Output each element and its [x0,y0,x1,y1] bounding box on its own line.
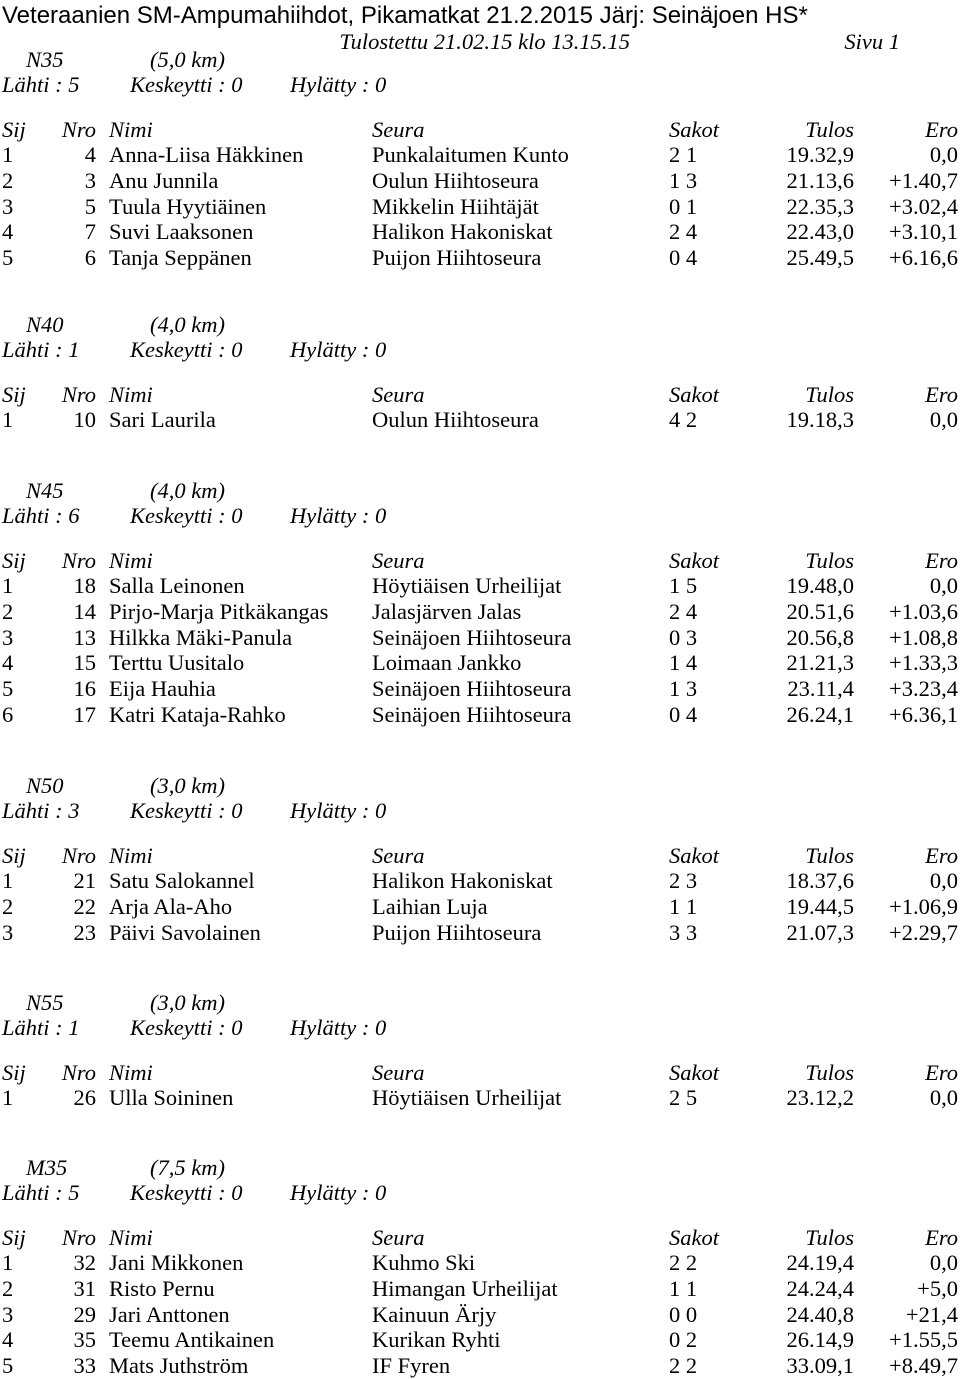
title-line [0,3,960,29]
dnf-count: Keskeytti : 0 [130,503,243,528]
class-distance: (4,0 km) [150,478,225,503]
cell-tulos: 23.11,4 [787,676,854,702]
column-header-ero: Ero [925,382,958,407]
cell-nro: 29 [73,1301,96,1327]
cell-sij: 1 [2,142,14,167]
cell-nimi: Terttu Uusitalo [109,650,245,676]
cell-sij: 2 [2,893,14,919]
class-distance: (4,0 km) [150,312,225,337]
column-header-ero: Ero [925,548,958,573]
cell-sakot: 1 4 [669,650,698,676]
cell-ero: +6.16,6 [889,245,958,271]
cell-ero: +1.08,8 [889,624,958,650]
cell-sakot: 2 4 [669,598,698,624]
cell-seura: Puijon Hiihtoseura [372,245,542,271]
cell-nro: 35 [73,1327,96,1353]
cell-ero: 0,0 [929,868,958,893]
result-row [0,573,960,599]
dsq-count: Hylätty : 0 [290,337,387,362]
cell-nimi: Päivi Savolainen [109,919,261,945]
cell-seura: Halikon Hakoniskat [372,219,553,245]
cell-seura: Mikkelin Hiihtäjät [372,193,539,219]
class-name: N55 [26,990,64,1015]
cell-sij: 4 [2,219,14,245]
column-header-ero: Ero [925,117,958,142]
class-heading-m35 [0,1155,960,1181]
cell-ero: +1.06,9 [889,893,958,919]
column-header-sakot: Sakot [669,382,719,407]
cell-nro: 6 [84,245,96,271]
cell-ero: +21,4 [905,1301,958,1327]
result-row [0,868,960,894]
cell-sij: 3 [2,624,14,650]
cell-tulos: 24.24,4 [786,1275,854,1301]
cell-seura: Oulun Hiihtoseura [372,407,539,432]
starters-count: Lähti : 5 [2,1180,80,1205]
cell-sakot: 1 1 [669,893,698,919]
cell-nimi: Anna-Liisa Häkkinen [109,142,304,167]
cell-tulos: 22.43,0 [786,219,854,245]
class-stats-n40 [0,337,960,363]
cell-tulos: 26.14,9 [786,1327,854,1353]
column-header-nimi: Nimi [109,1225,153,1250]
cell-sakot: 2 2 [669,1250,698,1275]
cell-seura: IF Fyren [372,1353,451,1379]
column-header-nro: Nro [61,1060,96,1085]
starters-count: Lähti : 3 [2,798,80,823]
starters-count: Lähti : 5 [2,72,80,97]
cell-nro: 3 [84,167,96,193]
cell-ero: +1.40,7 [889,167,958,193]
cell-sij: 5 [2,1353,14,1379]
column-header-sij: Sij [2,382,26,407]
class-name: N50 [26,773,64,798]
cell-nimi: Jari Anttonen [109,1301,230,1327]
result-row [0,407,960,433]
column-header-sij: Sij [2,1060,26,1085]
column-header-nro: Nro [61,117,96,142]
cell-sij: 1 [2,407,14,432]
cell-tulos: 19.44,5 [786,893,854,919]
result-row [0,676,960,702]
column-header-tulos: Tulos [805,117,854,142]
cell-nro: 18 [73,573,96,598]
cell-seura: Oulun Hiihtoseura [372,167,539,193]
cell-tulos: 24.19,4 [786,1250,854,1275]
column-header-sakot: Sakot [669,843,719,868]
dsq-count: Hylätty : 0 [290,1015,387,1040]
column-header-sakot: Sakot [669,1225,719,1250]
class-heading-n45 [0,478,960,504]
cell-sakot: 0 0 [669,1301,698,1327]
cell-sij: 3 [2,1301,14,1327]
class-heading-n50 [0,773,960,799]
column-header-nimi: Nimi [109,548,153,573]
result-row [0,168,960,194]
cell-sakot: 0 1 [669,193,698,219]
cell-sakot: 1 3 [669,676,698,702]
column-header-nimi: Nimi [109,382,153,407]
cell-seura: Kainuun Ärjy [372,1301,497,1327]
cell-sij: 1 [2,1085,14,1110]
result-row [0,1250,960,1276]
cell-nro: 21 [73,868,96,893]
class-distance: (3,0 km) [150,990,225,1015]
cell-sakot: 2 2 [669,1353,698,1379]
cell-tulos: 21.13,6 [786,167,854,193]
cell-sakot: 0 4 [669,245,698,271]
cell-sakot: 0 3 [669,624,698,650]
cell-ero: +8.49,7 [889,1353,958,1379]
cell-ero: 0,0 [929,407,958,432]
cell-nimi: Arja Ala-Aho [109,893,233,919]
class-name: M35 [26,1155,68,1180]
cell-seura: Kuhmo Ski [372,1250,476,1275]
result-row [0,194,960,220]
cell-sakot: 2 4 [669,219,698,245]
column-header-seura: Seura [372,117,425,142]
cell-ero: +1.55,5 [889,1327,958,1353]
cell-ero: +1.33,3 [889,650,958,676]
column-header-sij: Sij [2,843,26,868]
column-header-sakot: Sakot [669,117,719,142]
cell-nimi: Suvi Laaksonen [109,219,254,245]
cell-sij: 2 [2,1275,14,1301]
column-header-row [0,1225,960,1251]
cell-ero: +3.02,4 [889,193,958,219]
result-row [0,625,960,651]
cell-nro: 4 [84,142,96,167]
cell-seura: Laihian Luja [372,893,488,919]
starters-count: Lähti : 1 [2,337,80,362]
cell-sij: 1 [2,1250,14,1275]
cell-tulos: 21.21,3 [786,650,854,676]
cell-sij: 2 [2,167,14,193]
result-row [0,1327,960,1353]
cell-nro: 10 [73,407,96,432]
column-header-nimi: Nimi [109,1060,153,1085]
cell-nimi: Anu Junnila [109,167,219,193]
cell-ero: +2.29,7 [889,919,958,945]
column-header-ero: Ero [925,843,958,868]
cell-sakot: 4 2 [669,407,698,432]
cell-sij: 5 [2,245,14,271]
cell-sakot: 2 3 [669,868,698,893]
class-heading-n35 [0,47,960,73]
class-name: N40 [26,312,64,337]
cell-nro: 17 [73,702,96,727]
cell-tulos: 19.32,9 [786,142,854,167]
column-header-sij: Sij [2,548,26,573]
page-number: Sivu 1 [844,29,900,54]
column-header-tulos: Tulos [805,1060,854,1085]
column-header-tulos: Tulos [805,382,854,407]
column-header-tulos: Tulos [805,843,854,868]
class-stats-n50 [0,798,960,824]
cell-sakot: 1 3 [669,167,698,193]
cell-sij: 3 [2,193,14,219]
column-header-ero: Ero [925,1225,958,1250]
cell-nro: 22 [73,893,96,919]
column-header-row [0,843,960,869]
cell-sakot: 0 2 [669,1327,698,1353]
column-header-seura: Seura [372,382,425,407]
cell-nimi: Eija Hauhia [109,676,216,702]
dsq-count: Hylätty : 0 [290,72,387,97]
column-header-sij: Sij [2,1225,26,1250]
column-header-sakot: Sakot [669,1060,719,1085]
cell-nimi: Sari Laurila [109,407,216,432]
column-header-nro: Nro [61,382,96,407]
class-heading-n55 [0,990,960,1016]
result-row [0,702,960,728]
cell-tulos: 19.48,0 [786,573,854,598]
cell-nro: 31 [73,1275,96,1301]
cell-ero: +1.03,6 [889,598,958,624]
cell-sakot: 2 1 [669,142,698,167]
cell-ero: +6.36,1 [889,702,958,727]
cell-nro: 13 [73,624,96,650]
cell-nro: 5 [84,193,96,219]
cell-seura: Höytiäisen Urheilijat [372,573,562,598]
cell-ero: +5,0 [917,1275,958,1301]
cell-ero: +3.23,4 [889,676,958,702]
cell-sakot: 0 4 [669,702,698,727]
dnf-count: Keskeytti : 0 [130,72,243,97]
column-header-tulos: Tulos [805,1225,854,1250]
class-name: N45 [26,478,64,503]
dsq-count: Hylätty : 0 [290,503,387,528]
cell-seura: Himangan Urheilijat [372,1275,558,1301]
class-heading-n40 [0,312,960,338]
cell-nro: 32 [73,1250,96,1275]
cell-seura: Kurikan Ryhti [372,1327,501,1353]
cell-sij: 5 [2,676,14,702]
cell-sakot: 1 1 [669,1275,698,1301]
class-stats-m35 [0,1180,960,1206]
cell-sij: 4 [2,1327,14,1353]
column-header-seura: Seura [372,548,425,573]
document-title: Veteraanien SM-Ampumahiihdot, Pikamatkat 21.2.2015 Järj: Seinäjoen HS* [2,2,808,29]
cell-nimi: Pirjo-Marja Pitkäkangas [109,598,329,624]
cell-tulos: 20.56,8 [786,624,854,650]
cell-tulos: 19.18,3 [786,407,854,432]
cell-nimi: Risto Pernu [109,1275,215,1301]
cell-seura: Seinäjoen Hiihtoseura [372,702,572,727]
cell-tulos: 22.35,3 [786,193,854,219]
dsq-count: Hylätty : 0 [290,1180,387,1205]
cell-nro: 7 [84,219,96,245]
cell-tulos: 20.51,6 [786,598,854,624]
column-header-nimi: Nimi [109,117,153,142]
cell-sij: 4 [2,650,14,676]
cell-nimi: Satu Salokannel [109,868,255,893]
cell-nimi: Ulla Soininen [109,1085,234,1110]
class-distance: (5,0 km) [150,47,225,72]
dsq-count: Hylätty : 0 [290,798,387,823]
column-header-nro: Nro [61,548,96,573]
cell-tulos: 25.49,5 [786,245,854,271]
cell-nro: 33 [73,1353,96,1379]
cell-seura: Seinäjoen Hiihtoseura [372,676,572,702]
cell-nro: 15 [73,650,96,676]
cell-tulos: 24.40,8 [786,1301,854,1327]
cell-ero: 0,0 [929,1250,958,1275]
cell-ero: 0,0 [929,1085,958,1110]
dnf-count: Keskeytti : 0 [130,798,243,823]
cell-sij: 3 [2,919,14,945]
column-header-row [0,1060,960,1086]
column-header-row [0,548,960,574]
dnf-count: Keskeytti : 0 [130,1015,243,1040]
cell-seura: Puijon Hiihtoseura [372,919,542,945]
dnf-count: Keskeytti : 0 [130,337,243,362]
class-distance: (3,0 km) [150,773,225,798]
cell-sakot: 3 3 [669,919,698,945]
cell-ero: 0,0 [929,573,958,598]
cell-seura: Höytiäisen Urheilijat [372,1085,562,1110]
cell-sij: 2 [2,598,14,624]
column-header-seura: Seura [372,1225,425,1250]
cell-sij: 6 [2,702,14,727]
cell-tulos: 21.07,3 [786,919,854,945]
column-header-row [0,117,960,143]
class-stats-n55 [0,1015,960,1041]
column-header-ero: Ero [925,1060,958,1085]
column-header-row [0,382,960,408]
cell-seura: Seinäjoen Hiihtoseura [372,624,572,650]
printed-timestamp: Tulostettu 21.02.15 klo 13.15.15 [339,29,630,54]
cell-tulos: 33.09,1 [786,1353,854,1379]
result-row [0,245,960,271]
cell-sakot: 2 5 [669,1085,698,1110]
cell-nimi: Mats Juthström [109,1353,249,1379]
cell-seura: Halikon Hakoniskat [372,868,553,893]
result-row [0,650,960,676]
class-stats-n45 [0,503,960,529]
dnf-count: Keskeytti : 0 [130,1180,243,1205]
cell-seura: Punkalaitumen Kunto [372,142,569,167]
cell-nro: 16 [73,676,96,702]
result-row [0,1302,960,1328]
cell-nimi: Tuula Hyytiäinen [109,193,267,219]
cell-nimi: Teemu Antikainen [109,1327,275,1353]
result-row [0,1276,960,1302]
result-row [0,1085,960,1111]
class-distance: (7,5 km) [150,1155,225,1180]
starters-count: Lähti : 1 [2,1015,80,1040]
result-row [0,142,960,168]
cell-nro: 23 [73,919,96,945]
result-row [0,219,960,245]
cell-ero: 0,0 [929,142,958,167]
column-header-tulos: Tulos [805,548,854,573]
cell-tulos: 26.24,1 [786,702,854,727]
result-row [0,599,960,625]
column-header-seura: Seura [372,1060,425,1085]
column-header-nro: Nro [61,843,96,868]
cell-sij: 1 [2,573,14,598]
cell-seura: Jalasjärven Jalas [372,598,522,624]
cell-sakot: 1 5 [669,573,698,598]
cell-ero: +3.10,1 [889,219,958,245]
column-header-sij: Sij [2,117,26,142]
cell-nro: 26 [73,1085,96,1110]
column-header-sakot: Sakot [669,548,719,573]
class-stats-n35 [0,72,960,98]
starters-count: Lähti : 6 [2,503,80,528]
result-row [0,920,960,946]
cell-nimi: Hilkka Mäki-Panula [109,624,293,650]
column-header-seura: Seura [372,843,425,868]
column-header-nro: Nro [61,1225,96,1250]
cell-sij: 1 [2,868,14,893]
result-row [0,1353,960,1379]
cell-nro: 14 [73,598,96,624]
cell-nimi: Tanja Seppänen [109,245,252,271]
cell-nimi: Jani Mikkonen [109,1250,244,1275]
cell-tulos: 23.12,2 [786,1085,854,1110]
cell-tulos: 18.37,6 [786,868,854,893]
result-row [0,894,960,920]
class-name: N35 [26,47,64,72]
cell-nimi: Katri Kataja-Rahko [109,702,286,727]
column-header-nimi: Nimi [109,843,153,868]
cell-seura: Loimaan Jankko [372,650,522,676]
cell-nimi: Salla Leinonen [109,573,245,598]
